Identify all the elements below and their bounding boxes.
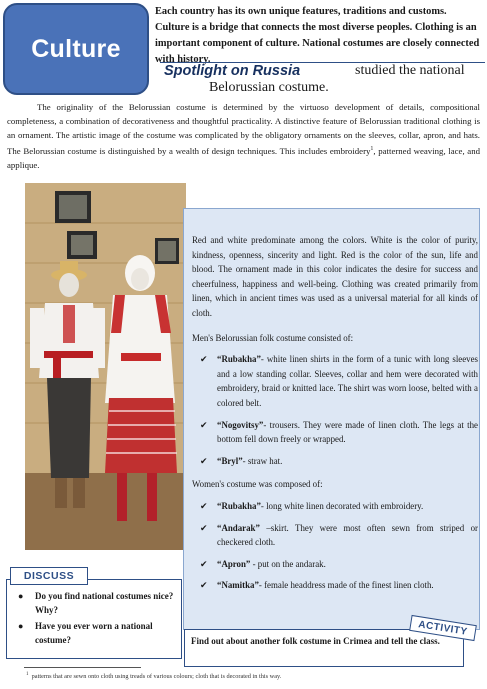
item-text: - white linen shirts in the form of a tunic with long sleeves and a low standing collar. Sleeves, collar and hem were decorated with embroidery, braid or knitted lace. The shirt was worn loose, belted with a colored belt. bbox=[217, 354, 478, 408]
list-item bbox=[192, 521, 478, 550]
main-paragraph-text: The originality of the Belorussian costume is determined by the virtuoso development of details, compositional completeness, a combination of decorativeness and thoughtful practicality. A distinctive feature of Belorussian traditional clothing is an ornament. The artistic image of the costume was complicated by the obligatory ornaments on the sleeves, collar, apron, and hats. The Belorussian costume is distinguished by a wealth of design techniques. This includes embroidery bbox=[7, 102, 480, 157]
item-term: “Apron” bbox=[217, 558, 251, 569]
costume-photo-illustration bbox=[25, 183, 186, 550]
footnote bbox=[26, 672, 281, 680]
item-text: - long white linen decorated with embroidery. bbox=[260, 500, 424, 511]
main-paragraph-text-end: , patterned weaving, lace, and applique. bbox=[7, 146, 480, 171]
item-text: - female headdress made of the finest linen cloth. bbox=[258, 580, 434, 591]
men-costume-list bbox=[192, 352, 478, 468]
discuss-label: DISCUSS bbox=[10, 567, 88, 585]
list-item bbox=[14, 620, 180, 647]
list-item bbox=[192, 352, 478, 410]
item-term: “Nogovitsy” bbox=[217, 419, 264, 430]
item-text: - trousers. They were made of linen cloth. The legs at the bottom fell down freely or wrapped. bbox=[217, 419, 478, 445]
spotlight-subtitle-line2: Belorussian costume. bbox=[209, 80, 329, 95]
list-item bbox=[192, 499, 478, 514]
culture-badge-label: Culture bbox=[31, 34, 121, 63]
costume-photo bbox=[25, 183, 186, 550]
spotlight-subtitle-line1: studied the national bbox=[355, 63, 465, 78]
question-text: Have you ever worn a national costume? bbox=[35, 621, 153, 645]
item-text: - put on the andarak. bbox=[250, 558, 326, 569]
check-mark-icon: ✔ bbox=[200, 580, 208, 591]
info-intro: Red and white predominate among the colors. White is the color of purity, kindness, openness, sincerity and light. Red is the color of the sun, life and blood. The ornament made in this color indicates the desire for success and cheerfulness, happiness and well-being. Clothing was created primarily from linen, which in ancient times was used as a universal material for all kinds of cloth. bbox=[192, 235, 478, 318]
list-item bbox=[14, 590, 180, 617]
women-costume-heading: Women's costume was composed of: bbox=[192, 479, 323, 490]
list-item bbox=[192, 418, 478, 447]
footnote-text: patterns that are sewn onto cloth using treads of various colours; cloth that is decorated in this way. bbox=[31, 673, 282, 681]
women-costume-list bbox=[192, 499, 478, 593]
list-item bbox=[192, 557, 478, 572]
footnote-reference: 1 bbox=[370, 146, 374, 153]
footnote-mark: 1 bbox=[26, 672, 29, 677]
item-text: - straw hat. bbox=[242, 455, 283, 466]
activity-text: Find out about another folk costume in Crimea and tell the class. bbox=[191, 636, 440, 646]
footnote-divider bbox=[24, 667, 141, 668]
bullet-icon: ● bbox=[18, 591, 24, 601]
intro-text: Each country has its own unique features, traditions and customs. Culture is a bridge that connects the most diverse peoples. Clothing is an important component of culture. National costumes are closely connected with history. bbox=[155, 6, 480, 65]
item-term: “Rubakha” bbox=[217, 354, 261, 365]
spotlight-title: Spotlight on Russia bbox=[164, 63, 301, 79]
main-paragraph bbox=[7, 100, 480, 172]
check-mark-icon: ✔ bbox=[200, 354, 208, 365]
check-mark-icon: ✔ bbox=[200, 558, 208, 569]
item-term: “Namitka” bbox=[217, 580, 259, 591]
question-text: Do you find national costumes nice? Why? bbox=[35, 591, 174, 615]
discuss-questions bbox=[14, 590, 180, 650]
bullet-icon: ● bbox=[18, 621, 24, 631]
check-mark-icon: ✔ bbox=[200, 455, 208, 466]
check-mark-icon: ✔ bbox=[200, 419, 208, 430]
check-mark-icon: ✔ bbox=[200, 500, 208, 511]
list-item bbox=[192, 454, 478, 469]
item-text: –skirt. They were most often sewn from striped or checkered cloth. bbox=[217, 522, 478, 548]
activity-label: ACTIVITY bbox=[409, 615, 477, 641]
check-mark-icon: ✔ bbox=[200, 522, 208, 533]
item-term: “Andarak” bbox=[217, 522, 260, 533]
item-term: “Bryl” bbox=[217, 455, 243, 466]
info-box-content bbox=[192, 233, 478, 593]
item-term: “Rubakha” bbox=[217, 500, 261, 511]
men-costume-heading: Men's Belorussian folk costume consisted of: bbox=[192, 332, 354, 343]
list-item bbox=[192, 578, 478, 593]
culture-badge bbox=[3, 3, 149, 95]
